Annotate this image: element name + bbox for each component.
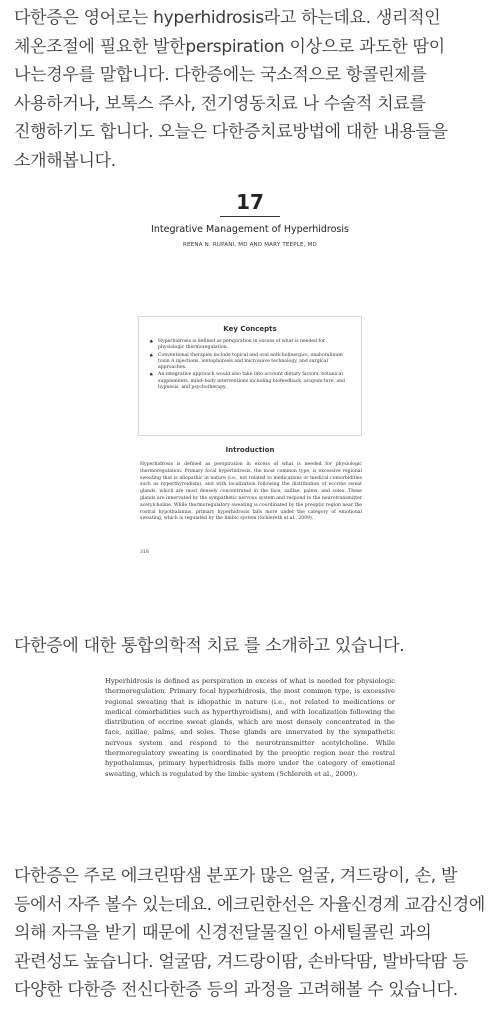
chapter-title: Integrative Management of Hyperhidrosis	[151, 224, 349, 235]
zoomed-excerpt-text: Hyperhidrosis is defined as perspiration in excess of what is needed for physiologic thermoregulation. Primary focal hyperhidrosis, the most common type, is excessive regional sweating that is idiopathic in nature (i.e., not related to medications or medical comorbidities such as hyperthyroidism), and with localization following the distribution of eccrine sweat glands, which are most densely concentrated in the face, axillae, palms, and soles. These glands are innervated by the sympathetic nervous system and respond to the neurotransmitter acetylcholine. While thermoregulatory sweating is coordinated by the preoptic region near the rostral hypothalamus, primary hyperhidrosis falls more under the category of emotional sweating, which is regulated by the limbic system (Schlereth et al., 2009).	[105, 677, 395, 778]
key-concept-item: ♠ Conventional therapies include topical and oral anticholinergics, onabotulinum toxin A injections, iontophoresis and microwave technology, and surgical approaches.	[149, 352, 343, 371]
closing-paragraph: 다한증은 주로 에크린땀샘 분포가 많은 얼굴, 겨드랑이, 손, 발 등에서 자주 볼수 있는데요. 에크린한선은 자율신경계 교감신경에 의해 자극을 받기 때문에 신경전달물질인 아세틸콜린 과의 관련성도 높습니다. 얼굴땀, 겨드랑이땀, 손바닥땀, 발바닥땀 등 다양한 다한증 전신다한증 등의 과정을 고려해볼 수 있습니다.	[14, 866, 486, 1000]
key-concepts-box	[138, 316, 362, 436]
introduction-title: Introduction	[225, 446, 275, 454]
bullet-icon: ♠	[149, 352, 154, 359]
middle-paragraph: 다한증에 대한 통합의학적 치료 를 소개하고 있습니다.	[14, 636, 405, 656]
chapter-authors: REENA N. RUPANI, MD AND MARY TEEPLE, MD	[183, 242, 317, 248]
chapter-number-rule	[220, 216, 280, 217]
intro-paragraph: 다한증은 영어로는 hyperhidrosis라고 하는데요. 생리적인 체온조절에 필요한 발한perspiration 이상으로 과도한 땀이 나는경우를 말합니다. 다한증에는 국소적으로 항콜린제를 사용하거나, 보톡스 주사, 전기영동치료 나 수술적 치료를 진행하기도 합니다. 오늘은 다한증치료방법에 대한 내용들을 소개해봅니다.	[14, 8, 448, 171]
bullet-icon: ♠	[149, 372, 154, 379]
key-concepts-list	[149, 339, 351, 391]
chapter-number: 17	[236, 190, 264, 214]
key-concepts-title: Key Concepts	[223, 325, 277, 333]
bullet-icon: ♠	[149, 339, 154, 345]
book-page-image	[118, 180, 382, 602]
introduction-text: Hyperhidrosis is defined as perspiration in excess of what is needed for physiologic thermoregulation. Primary focal hyperhidrosis, the most common type, is excessive regional sweating that is idiopathic in nature (i.e., not related to medications or medical comorbidities such as hyperthyroidism), and with localization following the distribution of eccrine sweat glands, which are most densely concentrated in the face, axillae, palms, and soles. These glands are innervated by the sympathetic nervous system and respond to the neurotransmitter acetylcholine. While thermoregulatory sweating is coordinated by the preoptic region near the rostral hypothalamus, primary hyperhidrosis falls more under the category of emotional sweating, which is regulated by the limbic system (Schlereth et al., 2009).	[140, 462, 362, 522]
key-concept-item: ♠ An integrative approach would also take into account dietary factors, botanical supplements, mind–body interventions including biofeedback, acupuncture, and hypnosis, and psychotherapy.	[149, 372, 345, 391]
key-concept-item: ♠ Hyperhidrosis is defined as perspiration in excess of what is needed for physiologic thermoregulation.	[149, 339, 326, 351]
page-number: 318	[140, 550, 149, 555]
zoomed-excerpt-image	[105, 676, 395, 776]
